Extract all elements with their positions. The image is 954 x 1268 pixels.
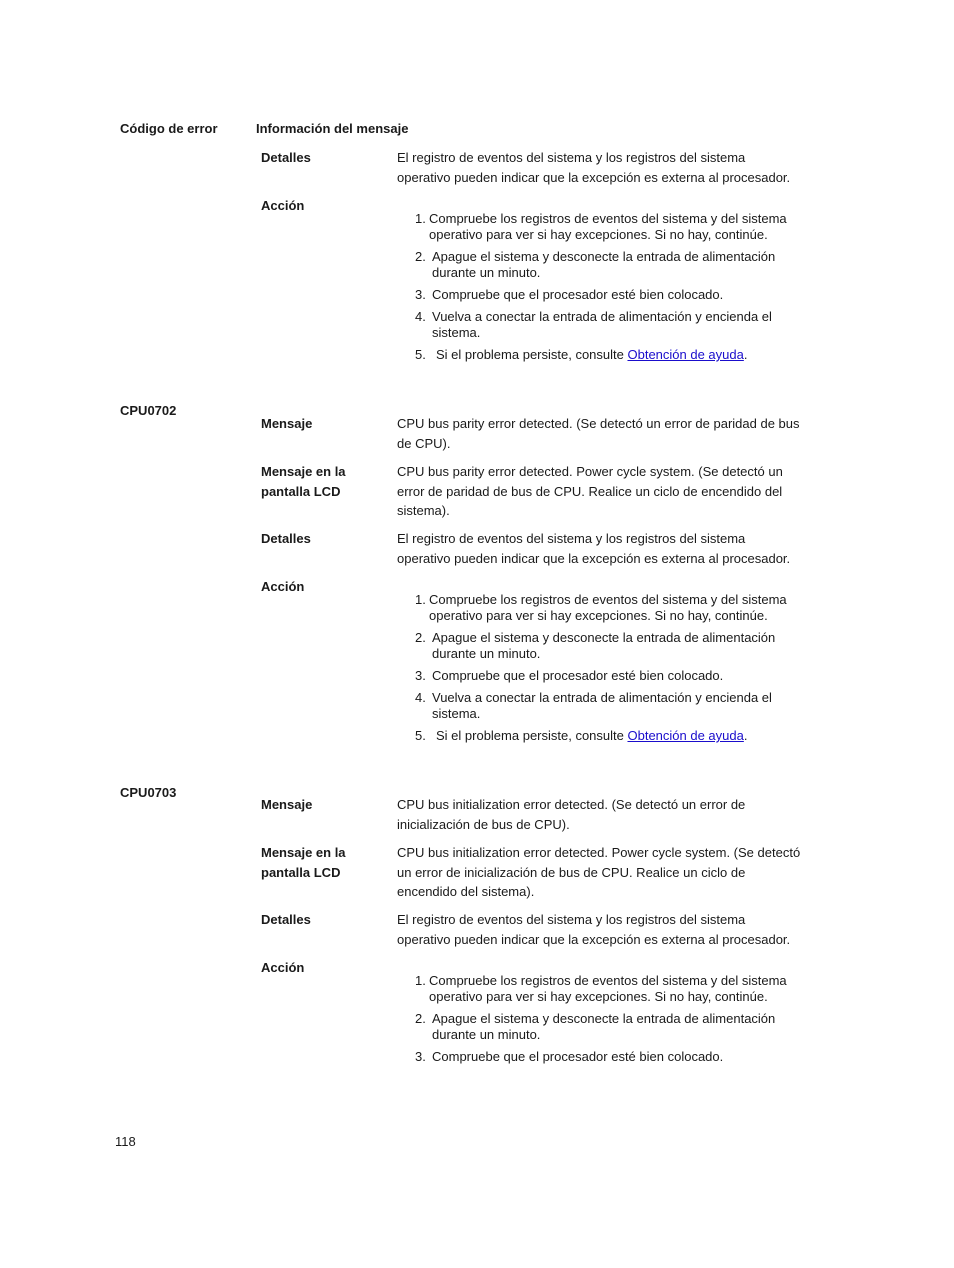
step-text-before: Si el problema persiste, consulte <box>436 347 628 362</box>
list-item <box>415 1011 805 1043</box>
step-number: 1. <box>415 592 426 607</box>
list-item <box>415 630 805 662</box>
help-link[interactable]: Obtención de ayuda <box>627 728 744 743</box>
step-number: 3. <box>415 1049 426 1064</box>
list-item <box>415 287 805 303</box>
step-text-after: . <box>743 728 748 743</box>
list-item <box>415 309 805 341</box>
step-text: Apague el sistema y desconecte la entrada de alimentación durante un minuto. <box>432 249 776 280</box>
step-text: Compruebe los registros de eventos del sistema y del sistema operativo para ver si hay excepciones. Si no hay, continúe. <box>429 211 787 242</box>
step-number: 2. <box>415 630 426 645</box>
list-item <box>415 728 805 744</box>
label-accion: Acción <box>261 198 305 213</box>
label-accion: Acción <box>261 579 305 594</box>
label-detalles: Detalles <box>261 531 311 546</box>
error-code: CPU0703 <box>120 785 177 800</box>
step-number: 3. <box>415 287 426 302</box>
list-item <box>415 249 805 281</box>
lcd-text: CPU bus initialization error detected. Power cycle system. (Se detectó un error de inicialización de bus de CPU. Realice un ciclo de encendido del sistema). <box>397 845 801 899</box>
action-steps <box>415 973 805 1071</box>
step-number: 4. <box>415 690 426 705</box>
label-mensaje: Mensaje <box>261 416 313 431</box>
lcd-text: CPU bus parity error detected. Power cycle system. (Se detectó un error de paridad de bus de CPU. Realice un ciclo de encendido del sistema). <box>397 464 783 518</box>
step-number: 5. <box>415 728 426 743</box>
step-text: Apague el sistema y desconecte la entrada de alimentación durante un minuto. <box>432 630 776 661</box>
step-text: Compruebe que el procesador esté bien colocado. <box>432 287 724 302</box>
step-text: Compruebe que el procesador esté bien colocado. <box>432 1049 724 1064</box>
label-accion: Acción <box>261 960 305 975</box>
action-steps <box>415 211 805 369</box>
step-number: 3. <box>415 668 426 683</box>
error-code: CPU0702 <box>120 403 177 418</box>
header-error-code: Código de error <box>120 121 218 136</box>
action-steps <box>415 592 805 750</box>
step-text: Vuelva a conectar la entrada de alimentación y encienda el sistema. <box>432 690 772 721</box>
step-text: Compruebe los registros de eventos del sistema y del sistema operativo para ver si hay excepciones. Si no hay, continúe. <box>429 592 787 623</box>
label-detalles: Detalles <box>261 912 311 927</box>
step-text: Vuelva a conectar la entrada de alimentación y encienda el sistema. <box>432 309 772 340</box>
step-text: Apague el sistema y desconecte la entrada de alimentación durante un minuto. <box>432 1011 776 1042</box>
detalles-text: El registro de eventos del sistema y los registros del sistema operativo pueden indicar que la excepción es externa al procesador. <box>397 150 791 185</box>
step-number: 1. <box>415 211 426 226</box>
list-item <box>415 1049 805 1065</box>
label-lcd: Mensaje en la pantalla LCD <box>261 845 346 880</box>
step-text: Compruebe los registros de eventos del sistema y del sistema operativo para ver si hay excepciones. Si no hay, continúe. <box>429 973 787 1004</box>
list-item <box>415 592 805 624</box>
step-text-before: Si el problema persiste, consulte <box>436 728 628 743</box>
step-number: 2. <box>415 1011 426 1026</box>
step-text-after: . <box>743 347 748 362</box>
header-message-info: Información del mensaje <box>256 121 409 136</box>
step-text: Compruebe que el procesador esté bien colocado. <box>432 668 724 683</box>
label-mensaje: Mensaje <box>261 797 313 812</box>
step-number: 4. <box>415 309 426 324</box>
list-item <box>415 668 805 684</box>
list-item <box>415 690 805 722</box>
mensaje-text: CPU bus initialization error detected. (Se detectó un error de inicialización de bus de CPU). <box>397 797 746 832</box>
list-item <box>415 211 805 243</box>
detalles-text: El registro de eventos del sistema y los registros del sistema operativo pueden indicar que la excepción es externa al procesador. <box>397 912 791 947</box>
step-number: 5. <box>415 347 426 362</box>
step-number: 2. <box>415 249 426 264</box>
label-detalles: Detalles <box>261 150 311 165</box>
step-number: 1. <box>415 973 426 988</box>
detalles-text: El registro de eventos del sistema y los registros del sistema operativo pueden indicar que la excepción es externa al procesador. <box>397 531 791 566</box>
label-lcd: Mensaje en la pantalla LCD <box>261 464 346 499</box>
list-item <box>415 973 805 1005</box>
page-number: 118 <box>115 1134 136 1149</box>
mensaje-text: CPU bus parity error detected. (Se detectó un error de paridad de bus de CPU). <box>397 416 800 451</box>
list-item <box>415 347 805 363</box>
help-link[interactable]: Obtención de ayuda <box>627 347 744 362</box>
